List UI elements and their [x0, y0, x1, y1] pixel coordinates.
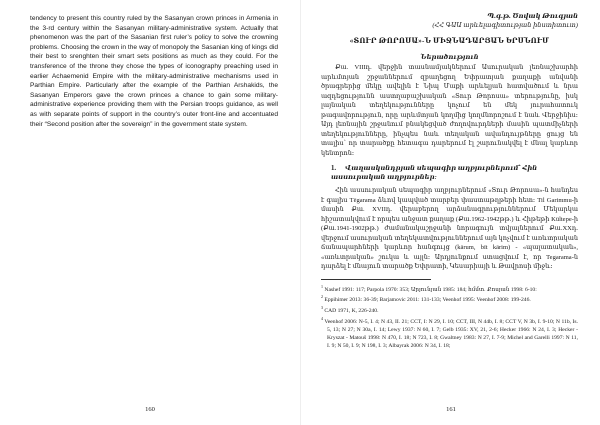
- footnote: [321, 283, 578, 294]
- footnote-text: Eppihimer 2013: 36-39; Barjamovic 2011: 131-133; Veenhof 1995: Veenhof 2008: 199-246.: [324, 297, 531, 304]
- left-page-number: 160: [145, 406, 155, 413]
- footnote-number: 4: [321, 316, 323, 322]
- left-page-paragraph: tendency to present this country ruled by the Sasanyan crown princes in Armenia in the 3-rd century within the Sasanyan military-administrative system. Actually that phenomenon was the part of the Sasanian first ruler’s policy to solve the crowning problems. Choosing the crown in the way of monopoly the Sasanian king of kings did their best to srenghten their smart sets positions as much as they could. For the transference of the throne they chose the types of iconography preaching used in earlier Achaemenid Empire with the military-administrative mechanisms used in Parthian Empire. Particularly after the example of the Parthian Arshakids, the Sasanyan Emperors gave the crown princes a chance to gain some military-administrative experience providing them with the Persian troops guidance, as well as with separate points of support in the country’s outer front-line and accentuated their “Second position after the sovereign” in the government state system.: [30, 15, 278, 128]
- footnote: [321, 304, 578, 315]
- right-page-number: 161: [446, 406, 456, 413]
- section-heading: [331, 164, 578, 182]
- footnote: [321, 315, 578, 350]
- footnote-text: CAD 1971, K, 226-240.: [324, 308, 379, 315]
- footnote-number: 1: [321, 283, 323, 289]
- footnote-divider: [321, 279, 431, 280]
- section-number: 1.: [331, 165, 337, 172]
- section-heading-text: Վաղասկսնդրյան սեպագիր աղբյուրներում՝ Հին ասսուրական աղբյուրներ։: [331, 165, 538, 181]
- author-name: Պ.գ.թ. Ծովակ Թուգյան: [487, 13, 578, 20]
- article-title: «ՏՈՒՐ ԹՈՐՈՍԱ»-Ն ՄԻՋՆԱԴԱՐՅԱՆ ԵՐՍՆՈՒՄ: [349, 37, 550, 45]
- intro-text: Քա. VIIIդ. վերջին տասնամյակներում Ասուրական լեռնաշխարհի արևմտյան շրջաններում զբաղեցող Եփրատյան քաղաքի անվանի ծրագրերից մեկը ավելին է Նիպ Մաքի արևելյան հատվածում և նրա ազդեցությունն աստղաբաշխական «Տուր Թորոսա» տերությունը, իսկ լայնական տեղեկությունները կոչում են մեկ յուրահատուկ թագավորություն, որը արևմտյան կողմից կողմնորոշում է նաև Վերջինիս։ Այդ լեռնային շրջանում բնակեցված ժողովուրդների մասին պատմիչների տեղեկությունները, ինչպես նաև տեղական ավանդույթները ցույց են տալիս՝ որ տարածքը հետագա դարերում էլ շարունակվել է մնալ կարևոր կենտրոն։: [321, 64, 578, 157]
- footnote-text: Veenhof 2006: N-5, I. 4; N 43, II. 21; CCT, I: N 29, I. 10; CCT, III, N 44b, I. 8; CCT V, N 3b, I. 9-10; N 11b, Is. 5, 13; N 27; N 30a, I. 14; Lewy 1937: N 60, I. 7; Gelb 1935: XV, 21, 2-6; Hecker 1966: N 24, I. 3; Hecker - Kryszat - Matouš 1998: N 470, I. 18; N 723, I. 8; Gwaltney 1983: N 27, I. 7-9; Michel and Garelli 1997: N 11, I. 9; N 50, I. 9; N 198, I. 3; Albayrak 2006: N 34, I. 18;: [324, 318, 578, 349]
- footnote-number: 3: [321, 305, 323, 311]
- right-page: [300, 0, 600, 425]
- footnotes: [321, 283, 578, 350]
- intro-heading: Ներածություն: [420, 54, 479, 61]
- section-text: Հին ասսուրական սեպագիր աղբյուրներում «Տուր Թորոսա»-ն հանդես է գալիս Tēgarama ձևով կապված տարբեր փաստաթղթերի հետ։ Til Garimmu-ի մասին Քա. XVIIդ. վերաբերող արձանագրություններում Մեկարկա հիշատակվում է որպես անջատ քաղաք (Քա.1962-1942թթ.) և Հիթեթի Kültepe-ի (Քա.1941-1902թթ.) ժամանակաշրջանի նորագույն տվյալներում Քա.XXդ. վերջում ասուրական տեղեկատվություններում այն կոչվում է առևտրական ճանապարհների կարևոր հանգույց (kārum, bīt kārim) - «պալատական», «առևտրական» շուկա և այլն։ Արդյունքում ստացվում է, որ Tegarama-ն դարձել է մնայուն տարածք Եփրատի, Կեսարիայի և Թավրոսի միջև։: [321, 187, 578, 270]
- footnote: [321, 293, 578, 304]
- author-affiliation: (ՀՀ ԳԱԱ արևելագիտության ինստիտուտ): [432, 22, 578, 29]
- footnote-number: 2: [321, 294, 323, 300]
- footnote-text: Nashef 1991: 117; Parpola 1970: 353; Արյունյան 1985: 184; հմմտ. Քոսյան 1998: 6-10:: [324, 286, 537, 293]
